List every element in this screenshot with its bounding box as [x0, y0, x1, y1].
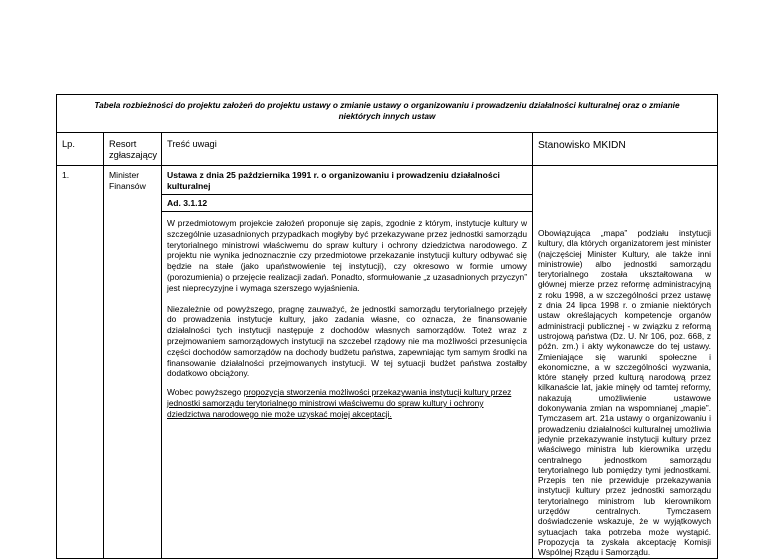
- discrepancy-table: [56, 94, 718, 559]
- row-resort: Minister Finansów: [104, 166, 162, 559]
- ad-label: Ad. 3.1.12: [167, 198, 208, 208]
- header-tresc-uwagi: Treść uwagi: [162, 133, 533, 166]
- header-stanowisko: Stanowisko MKIDN: [533, 133, 718, 166]
- remark-paragraph-3: [167, 387, 527, 419]
- table-title: Tabela rozbieżności do projektu założeń do projektu ustawy o zmianie ustawy o organizowaniu i prowadzeniu działalności kulturalnej oraz o zmianie niektórych innych ustaw: [57, 95, 718, 133]
- stanowisko-text: Obowiązująca „mapa” podziału instytucji kultury, dla których organizatorem jest minister (najczęściej Minister Kultury, ale także inni ministrowie) albo jednostki samorządu terytorialnego została ukształtowana w głównej mierze przez reformę administracyjną z roku 1998, a w szczególności przez ustawę z dnia 24 lipca 1998 r. o zmianie niektórych ustaw określających kompetencje organów administracji publicznej - w związku z reformą ustrojową państwa (Dz. U. Nr 106, poz. 668, z późn. zm.) i akty wykonawcze do tej ustawy. Zmieniające się warunki społeczne i ekonomiczne, a w szczególności wyzwania, które stanęły przed kulturą narodową przez kilkanaście lat, jakie minęły od tamtej reformy, nakazują umożliwienie ustawowe dokonywania zmian na wspomnianej „mapie”. Tymczasem art. 21a ustawy o organizowaniu i prowadzeniu działalności kulturalnej umożliwia jedynie przekazywanie instytucji kultury przez właściwego ministra lub kierownika urzędu centralnego jednostkom samorządu terytorialnego lub pomiędzy tymi jednostkami. Przepis ten nie przewiduje przekazywania instytucji kultury przez jednostki samorządu terytorialnego ministrom lub kierownikom urzędów centralnych. Tymczasem doświadczenie wskazuje, że w wyjątkowych sytuacjach taka potrzeba może wystąpić. Propozycja ta zyskała akceptację Komisji Wspólnej Rządu i Samorządu.: [538, 228, 711, 558]
- remark-paragraph-2: Niezależnie od powyższego, pragnę zauważyć, że jednostki samorządu terytorialnego przejęły do prowadzenia instytucje kultury, jako zadania własne, co oznacza, że finansowanie działalności tych instytucji następuje z dochodów własnych samorządów. Toteż wraz z przejmowaniem samorządowych instytucji na szczebel rządowy nie ma możliwości przesunięcia części dochodów samorządów na dochody budżetu państwa, zapewniając tym samym środki na finansowanie działalności przejmowanych instytucji. W tej sytuacji budżet państwa zostałby dodatkowo obciążony.: [167, 303, 527, 379]
- header-lp: Lp.: [57, 133, 104, 166]
- header-resort: Resort zgłaszający: [104, 133, 162, 166]
- act-title: Ustawa z dnia 25 października 1991 r. o organizowaniu i prowadzeniu działalności kulturalnej: [167, 170, 500, 191]
- remark-paragraph-1: W przedmiotowym projekcie założeń proponuje się zapis, zgodnie z którym, instytucje kultury w szczególnie uzasadnionych przypadkach mogłyby być przekazywane przez jednostki samorządu terytorialnego ministrowi właściwemu do spraw kultury i ochrony dziedzictwa narodowego. Z projektu nie wynika jednoznacznie czy przedmiotowe przekazanie instytucji kultury odbywać się będzie na stałe (jako upaństwowienie tej instytucji), czy okresowo w formie umowy (porozumienia) o przejęcie realizacji zadań. Ponadto, sformułowanie „z uzasadnionych przyczyn” jest nieprecyzyjne i wymaga szerszego wyjaśnienia.: [167, 218, 527, 293]
- remark-paragraph-3-underlined: propozycja stworzenia możliwości przekazywania instytucji kultury przez jednostki samorządu terytorialnego ministrowi właściwemu do spraw kultury i ochrony dziedzictwa narodowego nie może uzyskać mojej akceptacji.: [167, 387, 512, 419]
- row-tresc: [162, 166, 533, 559]
- remark-paragraph-3-start: Wobec powyższego: [167, 387, 244, 398]
- row-stanowisko: [533, 166, 718, 559]
- row-lp: 1.: [57, 166, 104, 559]
- table-row: [57, 166, 718, 559]
